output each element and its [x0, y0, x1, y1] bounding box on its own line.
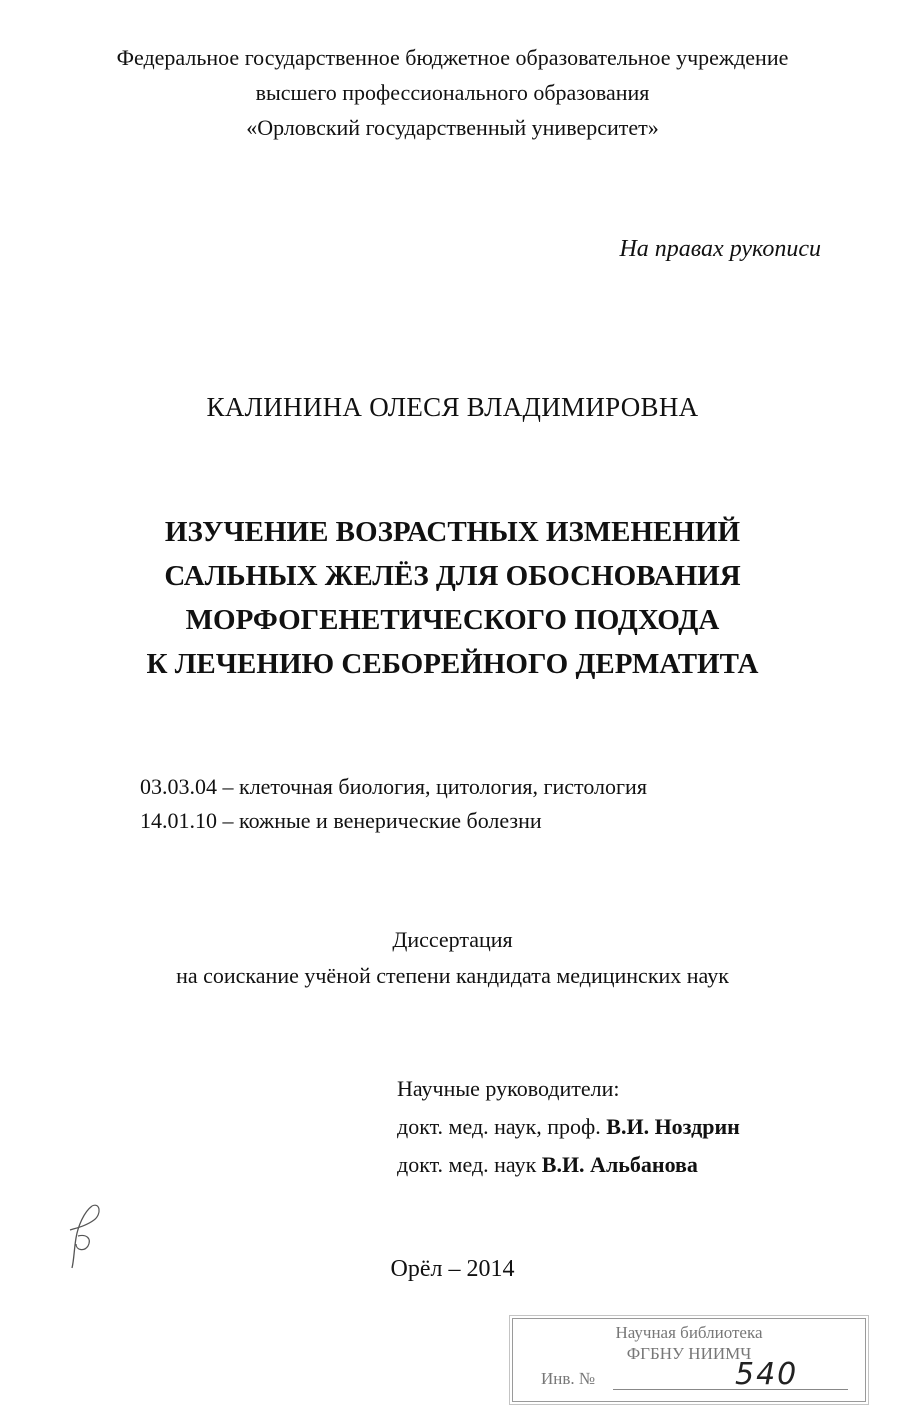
institution-line-3: «Орловский государственный университет» — [246, 115, 659, 140]
dissertation-block — [0, 922, 905, 994]
institution-line-1: Федеральное государственное бюджетное образовательное учреждение — [116, 45, 789, 70]
stamp-library-name: Научная библиотека — [615, 1323, 763, 1342]
title-line-2: САЛЬНЫХ ЖЕЛЁЗ ДЛЯ ОБОСНОВАНИЯ — [164, 560, 741, 592]
advisor-name: В.И. Ноздрин — [606, 1114, 740, 1139]
title-line-4: К ЛЕЧЕНИЮ СЕБОРЕЙНОГО ДЕРМАТИТА — [146, 648, 759, 680]
title-line-1: ИЗУЧЕНИЕ ВОЗРАСТНЫХ ИЗМЕНЕНИЙ — [164, 516, 741, 548]
specialties-list — [140, 770, 647, 838]
library-stamp — [512, 1318, 866, 1402]
author-name: КАЛИНИНА ОЛЕСЯ ВЛАДИМИРОВНА — [206, 392, 699, 422]
city-year: Орёл – 2014 — [390, 1256, 515, 1282]
title-line-3: МОРФОГЕНЕТИЧЕСКОГО ПОДХОДА — [185, 604, 720, 636]
institution-block — [0, 40, 905, 145]
stamp-institute-name: ФГБНУ НИИМЧ — [626, 1344, 752, 1363]
dissertation-title — [0, 510, 905, 686]
stamp-underline — [613, 1389, 848, 1390]
advisor-prefix: докт. мед. наук — [397, 1152, 542, 1177]
advisors-heading: Научные руководители: — [397, 1076, 620, 1101]
stamp-inventory-number: 540 — [735, 1357, 799, 1392]
advisor-item — [397, 1146, 740, 1184]
specialty-item: 14.01.10 – кожные и венерические болезни — [140, 808, 542, 833]
stamp-inventory-label: Инв. № — [541, 1369, 596, 1388]
manuscript-note: На правах рукописи — [619, 236, 821, 262]
dissertation-label: Диссертация — [392, 927, 513, 952]
advisor-name: В.И. Альбанова — [541, 1152, 698, 1177]
advisor-prefix: докт. мед. наук, проф. — [397, 1114, 607, 1139]
specialty-item: 03.03.04 – клеточная биология, цитология, гистология — [140, 774, 647, 799]
dissertation-degree: на соискание учёной степени кандидата медицинских наук — [176, 963, 729, 988]
institution-line-2: высшего профессионального образования — [255, 80, 650, 105]
advisor-item — [397, 1108, 740, 1146]
advisors-block — [397, 1070, 740, 1184]
